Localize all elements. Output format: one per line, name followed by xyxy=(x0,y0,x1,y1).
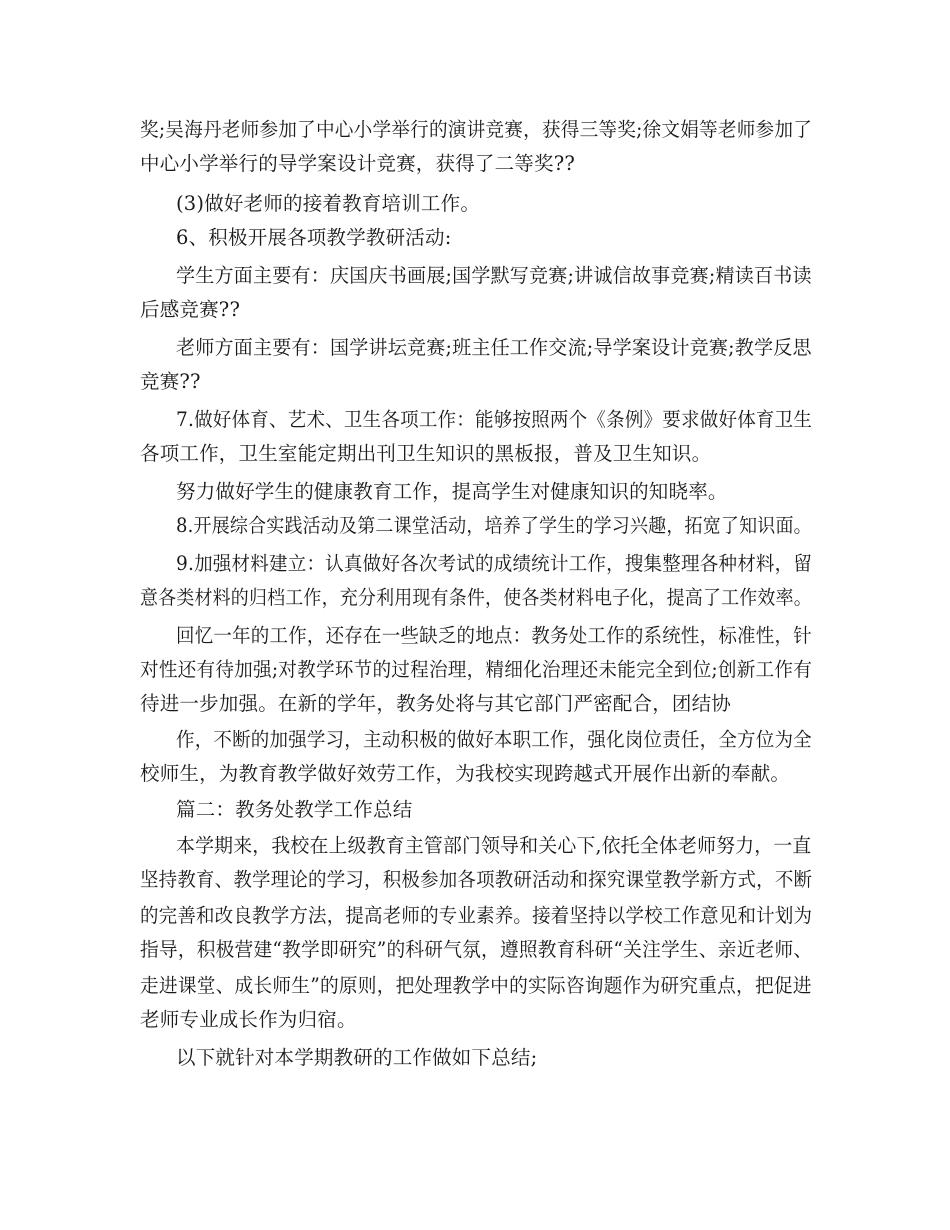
text-line: 各项工作，卫生室能定期出刊卫生知识的黑板报，普及卫生知识。 xyxy=(140,442,712,465)
text-line: 老师专业成长作为归宿。 xyxy=(140,1008,357,1031)
text-line: 作，不断的加强学习，主动积极的做好本职工作，强化岗位责任，全方位为全 xyxy=(176,728,812,751)
text-line: 本学期来，我校在上级教育主管部门领导和关心下,依托全体老师努力，一直 xyxy=(176,834,812,857)
text-line: 走进课堂、成长师生”的原则，把处理教学中的实际咨询题作为研究重点，把促进 xyxy=(140,974,812,997)
text-line: 9.加强材料建立：认真做好各次考试的成绩统计工作，搜集整理各种材料，留 xyxy=(176,552,813,575)
text-line: 回忆一年的工作，还存在一些缺乏的地点：教务处工作的系统性，标准性，针 xyxy=(176,624,812,647)
text-line: 校师生，为教育教学做好效劳工作，为我校实现跨越式开展作出新的奉献。 xyxy=(140,762,791,785)
text-line: 坚持教育、教学理论的学习，积极参加各项教研活动和探究课堂教学新方式，不断 xyxy=(140,868,813,891)
text-line: 指导，积极营建“教学即研究”的科研气氛，遵照教育科研“关注学生、亲近老师、 xyxy=(140,938,813,961)
text-line: 中心小学举行的导学案设计竞赛，获得了二等奖?? xyxy=(140,152,576,175)
text-line: 以下就针对本学期教研的工作做如下总结; xyxy=(176,1046,538,1069)
text-line: 竞赛?? xyxy=(140,370,201,393)
text-line: 意各类材料的归档工作，充分利用现有条件，使各类材料电子化，提高了工作效率。 xyxy=(140,586,812,609)
section-heading: 篇二：教务处教学工作总结 xyxy=(176,798,413,821)
text-line: 6、积极开展各项教学教研活动: xyxy=(176,226,452,249)
text-line: 7.做好体育、艺术、卫生各项工作：能够按照两个《条例》要求做好体育卫生 xyxy=(176,408,813,431)
text-line: 待进一步加强。在新的学年，教务处将与其它部门严密配合，团结协 xyxy=(140,692,732,715)
text-line: 的完善和改良教学方法，提高老师的专业素养。接着坚持以学校工作意见和计划为 xyxy=(140,904,813,927)
text-line: 努力做好学生的健康教育工作，提高学生对健康知识的知晓率。 xyxy=(176,480,728,503)
text-line: 对性还有待加强;对教学环节的过程治理，精细化治理还未能完全到位;创新工作有 xyxy=(140,658,813,681)
text-line: 8.开展综合实践活动及第二课堂活动，培养了学生的学习兴趣，拓宽了知识面。 xyxy=(176,514,812,537)
text-line: (3)做好老师的接着教育培训工作。 xyxy=(176,192,481,215)
text-line: 后感竞赛?? xyxy=(140,298,241,321)
text-line: 老师方面主要有：国学讲坛竞赛;班主任工作交流;导学案设计竞赛;教学反思 xyxy=(176,336,812,359)
text-line: 奖;吴海丹老师参加了中心小学举行的演讲竞赛，获得三等奖;徐文娟等老师参加了 xyxy=(140,118,813,141)
text-line: 学生方面主要有：庆国庆书画展;国学默写竞赛;讲诚信故事竞赛;精读百书读 xyxy=(176,264,812,287)
